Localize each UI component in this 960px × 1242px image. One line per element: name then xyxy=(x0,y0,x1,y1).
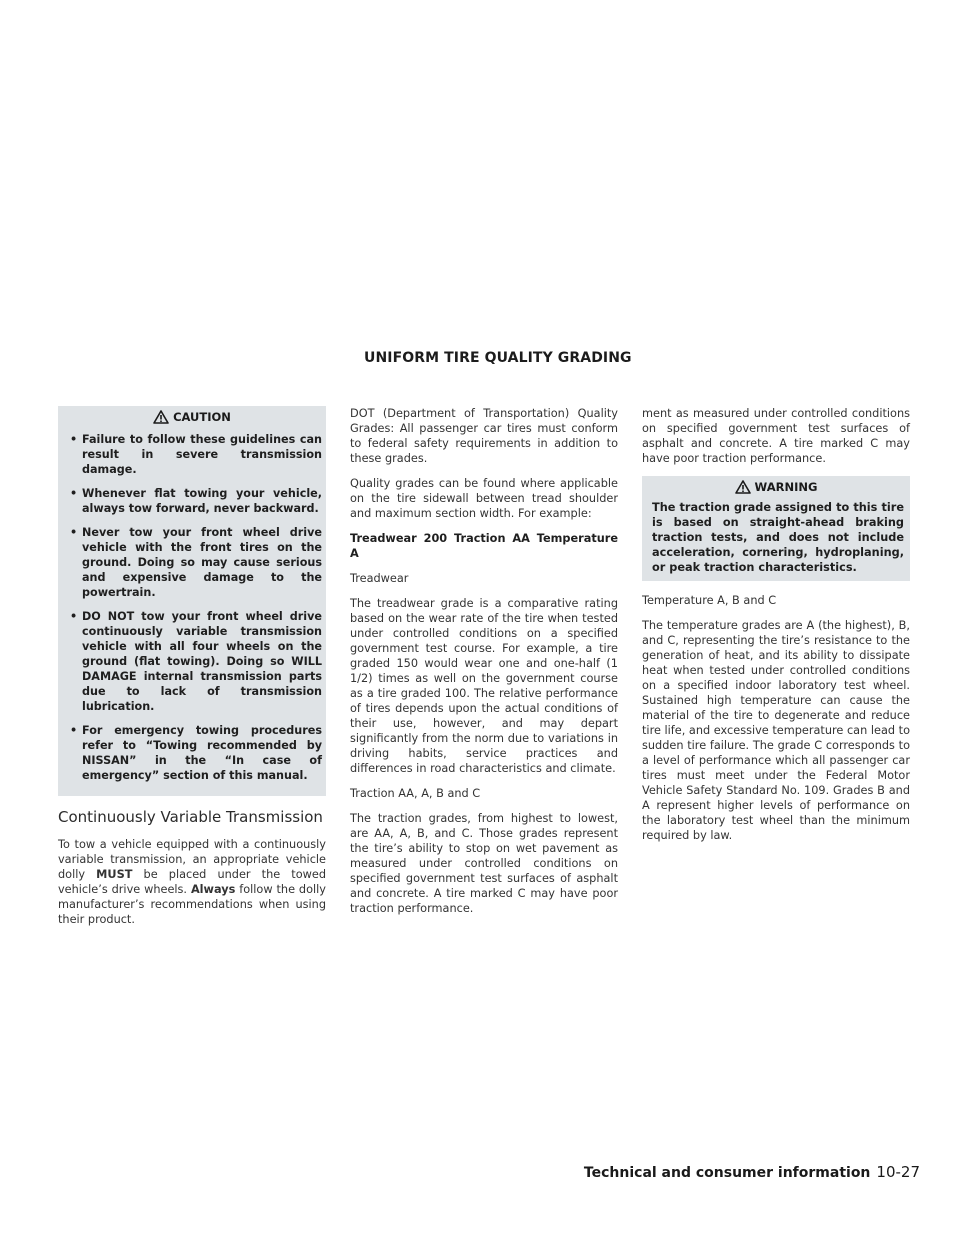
caution-item: • For emergency towing procedures refer to “Towing recommended by NISSAN” in the “In case of emergency” section of this manual. xyxy=(70,723,322,783)
temperature-label: Temperature A, B and C xyxy=(642,594,777,607)
caution-item: • Failure to follow these guidelines can result in severe transmission damage. xyxy=(70,432,322,477)
cvt-heading: Continuously Variable Transmission xyxy=(58,808,323,826)
cvt-text-b: be placed under the towed vehicle’s drive wheels. xyxy=(58,868,327,896)
cvt-text-c: follow the dolly manufacturer’s recommendations when using their product. xyxy=(58,883,326,926)
traction-label: Traction AA, A, B and C xyxy=(350,787,481,800)
warning-header xyxy=(642,476,910,498)
warning-triangle-icon xyxy=(735,480,751,494)
column-2 xyxy=(350,406,618,915)
footer-section-title: Technical and consumer information xyxy=(583,1165,871,1181)
treadwear-text: The treadwear grade is a comparative rating based on the wear rate of the tire when tested under controlled conditions on a specified government test course. For example, a tire graded 150 would wear one and one-half (1 1/2) times as well on the government course as a tire graded 100. The relative performance of tires depends upon the actual conditions of their use, however, and may depart significantly from the norm due to variations in driving habits, service practices and differences in road characteristics and climate. xyxy=(350,597,618,775)
warning-label: WARNING xyxy=(754,480,818,494)
traction-text: The traction grades, from highest to lowest, are AA, A, B, and C. Those grades represent the tire’s ability to stop on wet pavement as measured under controlled conditions on specified government test surfaces of asphalt and concrete. A tire marked C may have poor traction performance. xyxy=(350,812,618,915)
warning-text: The traction grade assigned to this tire is based on straight-ahead braking traction tests, and does not include acceleration, cornering, hydroplaning, or peak traction characteristics. xyxy=(652,501,904,574)
caution-item: • Never tow your front wheel drive vehicle with the front tires on the ground. Doing so may cause serious and expensive damage to the powertrain. xyxy=(70,525,322,600)
traction-text-continued: ment as measured under controlled conditions on specified government test surfaces of asphalt and concrete. A tire marked C may have poor traction performance. xyxy=(642,407,910,465)
cvt-must: MUST xyxy=(96,868,133,881)
utqg-intro: DOT (Department of Transportation) Quality Grades: All passenger car tires must conform to federal safety requirements in addition to these grades. xyxy=(350,407,618,465)
temperature-text: The temperature grades are A (the highest), B, and C, representing the tire’s resistance to the generation of heat, and its ability to dissipate heat when tested under controlled conditions on a specified indoor laboratory test wheel. Sustained high temperature can cause the material of the tire to degenerate and reduce tire life, and excessive temperature can lead to sudden tire failure. The grade C corresponds to a level of performance which all passenger car tires must meet under the Federal Motor Vehicle Safety Standard No. 109. Grades B and A represent higher levels of performance on the laboratory test wheel than the minimum required by law. xyxy=(642,619,910,842)
cvt-text-a: To tow a vehicle equipped with a continuously variable transmission, an appropriate vehicle dolly xyxy=(58,838,326,881)
column-1 xyxy=(58,406,326,937)
cvt-always: Always xyxy=(190,883,236,896)
warning-box xyxy=(642,476,910,581)
caution-box xyxy=(58,406,326,796)
column-3 xyxy=(642,406,910,853)
warning-triangle-icon xyxy=(153,410,169,424)
caution-list xyxy=(58,428,326,796)
section-title: UNIFORM TIRE QUALITY GRADING xyxy=(364,350,632,366)
caution-item: • Whenever flat towing your vehicle, always tow forward, never backward. xyxy=(70,486,322,516)
caution-label: CAUTION xyxy=(173,410,231,424)
page-footer xyxy=(584,1163,920,1181)
utqg-location: Quality grades can be found where applicable on the tire sidewall between tread shoulder and maximum section width. For example: xyxy=(350,477,618,520)
treadwear-label: Treadwear xyxy=(350,572,409,585)
caution-item: • DO NOT tow your front wheel drive continuously variable transmission vehicle with all four wheels on the ground (flat towing). Doing so WILL DAMAGE internal transmission parts due to lack of transmission lubrication. xyxy=(70,609,322,714)
caution-header xyxy=(58,406,326,428)
page-number: 10-27 xyxy=(876,1163,920,1181)
cvt-paragraph xyxy=(58,837,326,927)
utqg-example: Treadwear 200 Traction AA Temperature A xyxy=(350,532,618,560)
